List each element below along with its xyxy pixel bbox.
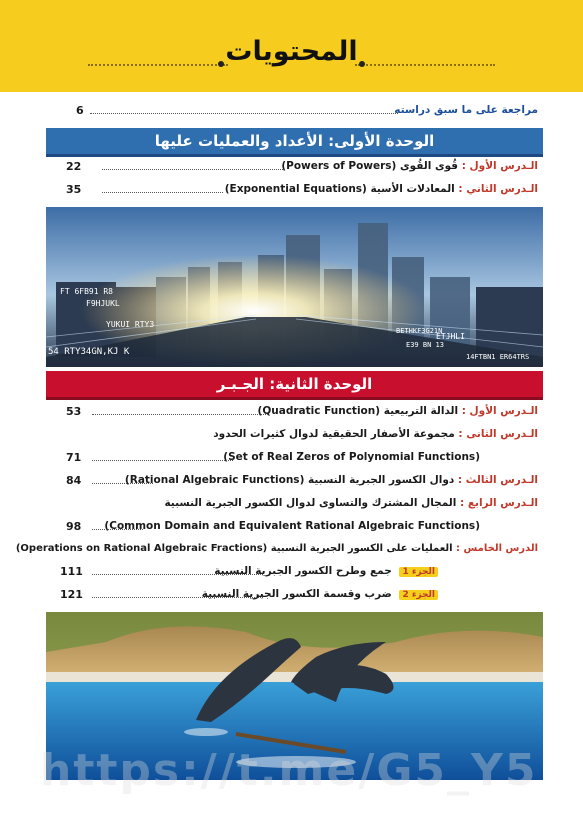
leader-dots: [92, 483, 153, 484]
leader-dots: [102, 169, 283, 170]
toc-row-u1-l2[interactable]: [60, 183, 538, 201]
lesson-number: الـدرس الرابع :: [459, 497, 538, 509]
part-badge: الجزء 2: [399, 590, 438, 600]
lesson-title: قُوى القُوى (Powers of Powers): [281, 160, 459, 172]
lesson-title: المجال المشترك والتساوى لدوال الكسور الجبرية النسبية: [164, 497, 457, 509]
review-label: مراجعة على ما سبق دراسته: [394, 104, 538, 116]
hud-text-2: F9HJUKL: [86, 299, 120, 308]
page-number: 6: [76, 104, 84, 117]
toc-row-u2-l2b[interactable]: [60, 451, 538, 469]
leader-dots: [92, 460, 233, 461]
lesson-entry: [16, 543, 538, 554]
toc-row-part-1[interactable]: [60, 565, 538, 583]
lesson-number: الدرس الخامس :: [456, 543, 538, 554]
lesson-title: المعادلات الأسية (Exponential Equations): [224, 183, 455, 195]
lesson-entry: [125, 474, 538, 486]
title-bullet-right: [359, 61, 365, 67]
part-entry: [214, 565, 438, 577]
toc-row-review[interactable]: [60, 104, 538, 122]
lesson-number: الـدرس الثانى :: [458, 428, 538, 440]
leader-dots: [92, 529, 143, 530]
lesson-entry: [258, 405, 538, 417]
hud-text-3: YUKUI RTY3: [106, 320, 155, 329]
city-photo: [46, 207, 543, 367]
hud-text-5: ETJHLI: [436, 332, 465, 341]
lesson-title-en: (Set of Real Zeros of Polynomial Functions): [223, 451, 480, 463]
title-dots-right: [355, 64, 495, 66]
lesson-number: الـدرس الثاني :: [458, 183, 538, 195]
hud-text-8: BETHKF3G21N: [396, 327, 443, 335]
unit-2-header: الوحدة الثانية: الجـبـر: [46, 371, 543, 400]
page-title: المحتويات: [225, 36, 358, 67]
lesson-title-en: (Common Domain and Equivalent Rational Algebraic Functions): [104, 520, 480, 532]
leader-dots: [102, 192, 223, 193]
page-number: 121: [60, 588, 83, 601]
lesson-title: العمليات على الكسور الجبرية النسبية (Operations on Rational Algebraic Fractions): [15, 543, 453, 554]
leader-dots: [92, 414, 268, 415]
lesson-title: الدالة التربيعية (Quadratic Function): [257, 405, 459, 417]
part-entry: [202, 588, 438, 600]
hud-text-7: 14FTBN1 ER64TRS: [466, 353, 530, 361]
lesson-entry: [213, 428, 538, 440]
page-number: 35: [66, 183, 82, 196]
leader-dots: [92, 574, 263, 575]
hud-text-1: FT 6FB91 R8: [60, 287, 113, 296]
toc-row-u2-l3[interactable]: [60, 474, 538, 492]
toc-row-u2-l4b[interactable]: [60, 520, 538, 538]
lesson-entry: [225, 183, 538, 195]
lesson-number: الـدرس الأول :: [461, 160, 538, 172]
page-number: 71: [66, 451, 82, 464]
toc-row-u2-l1[interactable]: [60, 405, 538, 423]
toc-row-u2-l4a[interactable]: [60, 497, 538, 515]
hud-text-6: E39 BN 13: [406, 341, 444, 349]
part-title: ضرب وقسمة الكسور الجبرية النسبية: [201, 588, 392, 600]
leader-dots: [92, 597, 263, 598]
toc-row-u1-l1[interactable]: [60, 160, 538, 178]
lesson-number: الـدرس الأول :: [461, 405, 538, 417]
lesson-entry: [281, 160, 538, 172]
part-title: جمع وطرح الكسور الجبرية النسبية: [214, 565, 392, 577]
lesson-title: دوال الكسور الجبرية النسبية (Rational Algebraic Functions): [124, 474, 455, 486]
title-dots-left: [88, 64, 228, 66]
page-number: 111: [60, 565, 83, 578]
toc-row-u2-l2a[interactable]: [60, 428, 538, 446]
watermark: https://t.me/G5_Y5: [40, 745, 538, 796]
lesson-entry: [164, 497, 538, 509]
page-number: 22: [66, 160, 82, 173]
toc-row-part-2[interactable]: [60, 588, 538, 606]
hud-text-4: 54 RTY34GN,KJ K: [48, 347, 130, 357]
title-bullet-left: [218, 61, 224, 67]
unit-1-header: الوحدة الأولى: الأعداد والعمليات عليها: [46, 128, 543, 157]
leader-dots: [90, 113, 398, 114]
toc-row-u2-l5[interactable]: [15, 543, 538, 561]
page-number: 84: [66, 474, 82, 487]
lesson-title: مجموعة الأصفار الحقيقية لدوال كثيرات الحدود: [213, 428, 455, 440]
lesson-number: الـدرس الثالث :: [457, 474, 538, 486]
page-number: 98: [66, 520, 82, 533]
part-badge: الجزء 1: [399, 567, 438, 577]
page-number: 53: [66, 405, 82, 418]
